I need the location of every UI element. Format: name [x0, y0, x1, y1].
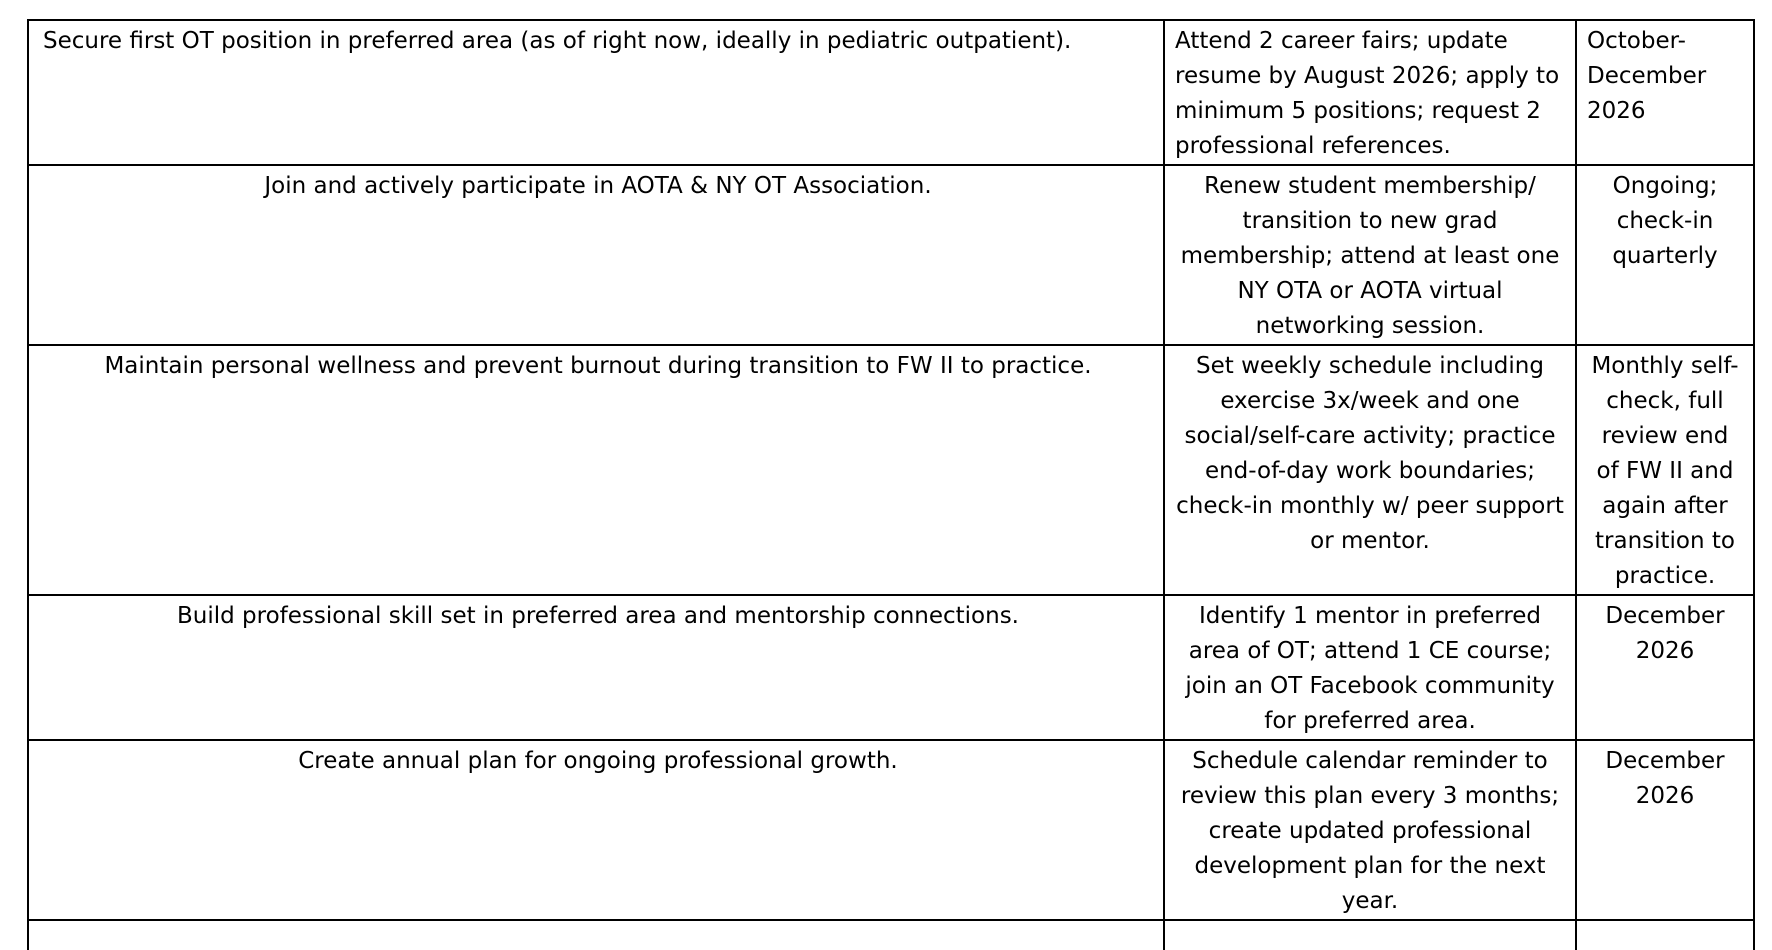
goal-cell: Secure first OT position in preferred area (as of right now, ideally in pediatric outpatient). — [28, 20, 1164, 165]
goal-cell: Create annual plan for ongoing professional growth. — [28, 740, 1164, 920]
table-row — [28, 345, 1754, 595]
empty-goal-cell — [28, 920, 1164, 950]
steps-cell: Identify 1 mentor in preferred area of OT; attend 1 CE course; join an OT Facebook community for preferred area. — [1164, 595, 1576, 740]
steps-cell: Attend 2 career fairs; update resume by August 2026; apply to minimum 5 positions; request 2 professional references. — [1164, 20, 1576, 165]
professional-development-plan-table — [27, 19, 1755, 950]
timeline-cell: October-December 2026 — [1576, 20, 1754, 165]
goal-cell: Join and actively participate in AOTA & NY OT Association. — [28, 165, 1164, 345]
timeline-cell: December 2026 — [1576, 595, 1754, 740]
steps-cell: Set weekly schedule including exercise 3x/week and one social/self-care activity; practice end-of-day work boundaries; check-in monthly w/ peer support or mentor. — [1164, 345, 1576, 595]
timeline-cell: Ongoing; check-in quarterly — [1576, 165, 1754, 345]
goal-cell: Build professional skill set in preferred area and mentorship connections. — [28, 595, 1164, 740]
empty-table-row — [28, 920, 1754, 950]
table-row — [28, 740, 1754, 920]
goal-cell: Maintain personal wellness and prevent burnout during transition to FW II to practice. — [28, 345, 1164, 595]
timeline-cell: Monthly self-check, full review end of FW II and again after transition to practice. — [1576, 345, 1754, 595]
table-row — [28, 595, 1754, 740]
steps-cell: Renew student membership/ transition to new grad membership; attend at least one NY OTA or AOTA virtual networking session. — [1164, 165, 1576, 345]
table-row — [28, 20, 1754, 165]
steps-cell: Schedule calendar reminder to review this plan every 3 months; create updated professional development plan for the next year. — [1164, 740, 1576, 920]
table-row — [28, 165, 1754, 345]
timeline-cell: December 2026 — [1576, 740, 1754, 920]
empty-steps-cell — [1164, 920, 1576, 950]
empty-timeline-cell — [1576, 920, 1754, 950]
